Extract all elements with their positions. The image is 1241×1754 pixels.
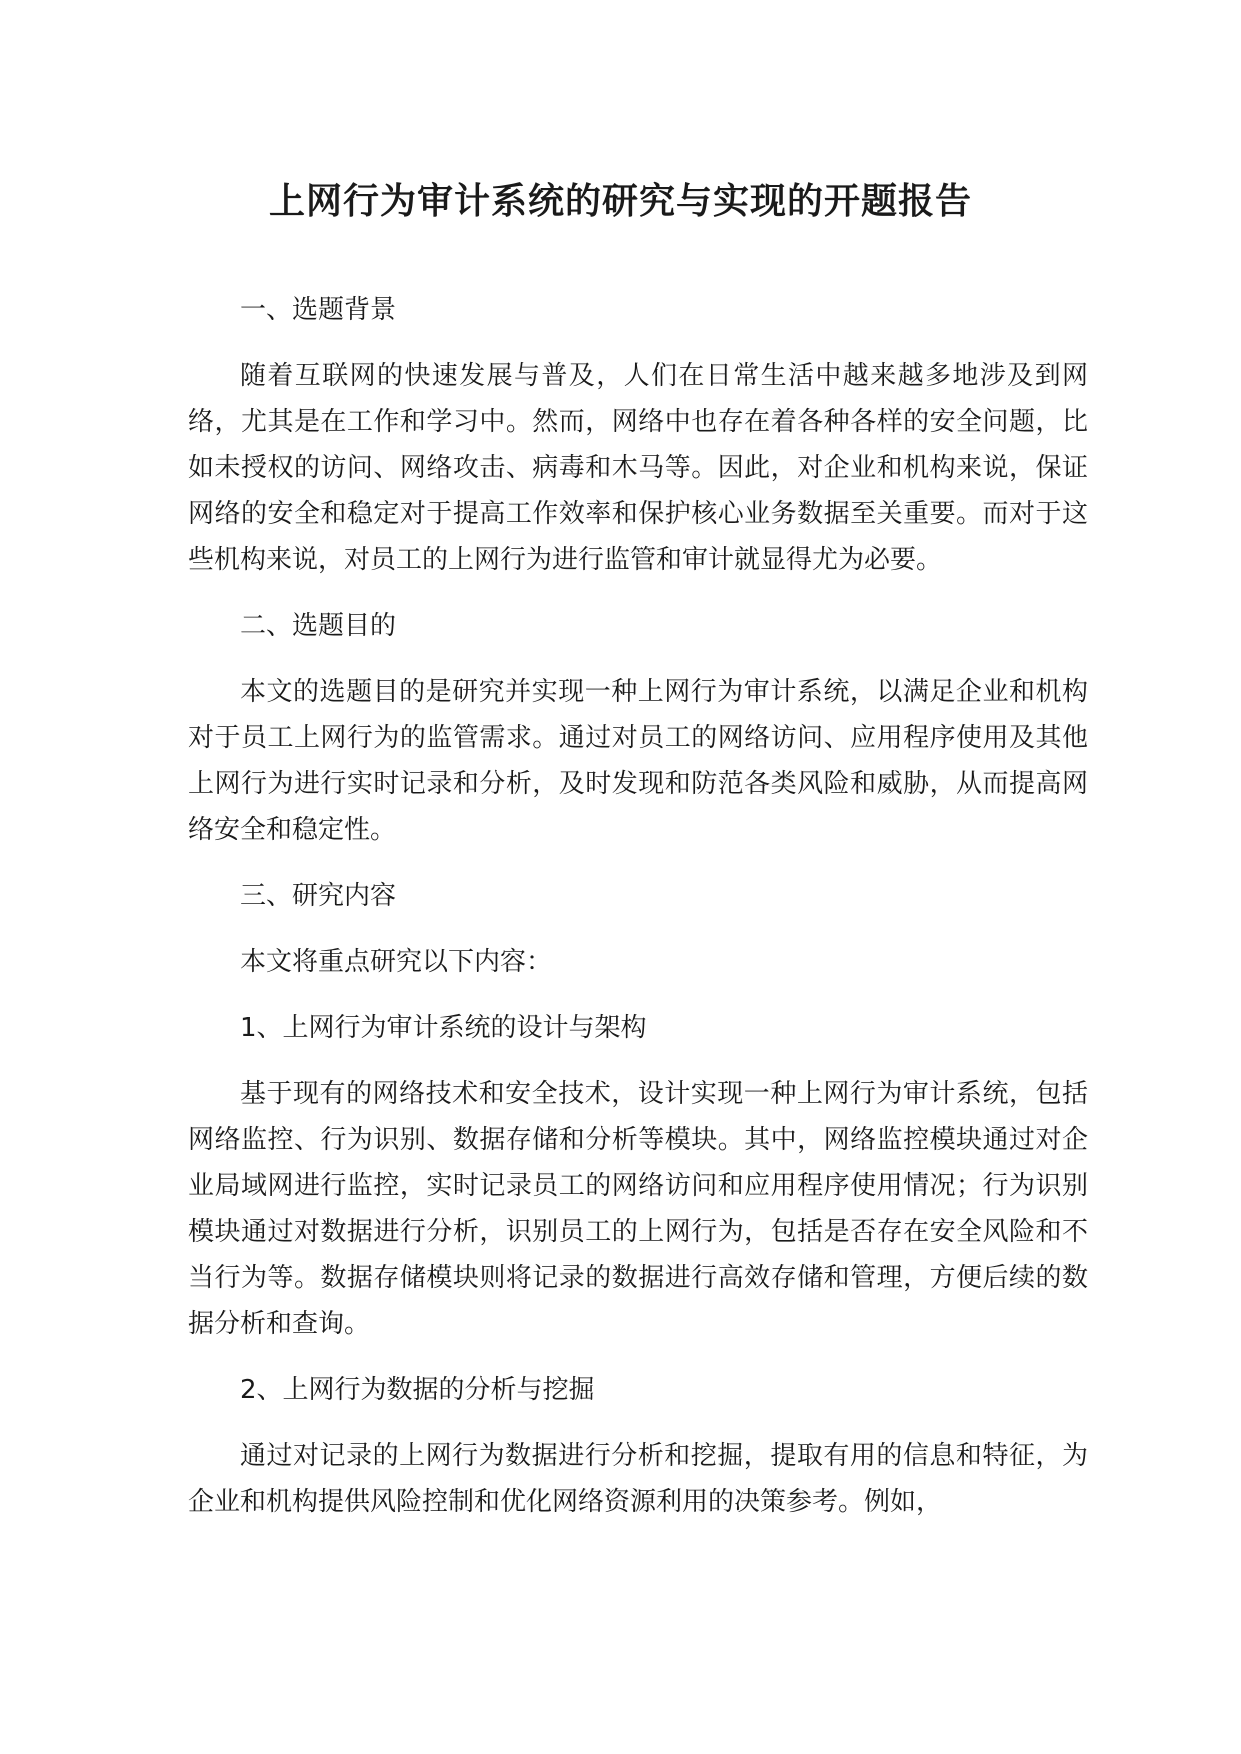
section-heading-purpose: 二、选题目的 xyxy=(240,611,397,641)
subsection-heading-design: 1、上网行为审计系统的设计与架构 xyxy=(240,1013,647,1043)
paragraph-background: 随着互联网的快速发展与普及，人们在日常生活中越来越多地涉及到网络，尤其是在工作和学习中。然而，网络中也存在着各种各样的安全问题，比如未授权的访问、网络攻击、病毒和木马等。因此，对企业和机构来说，保证网络的安全和稳定对于提高工作效率和保护核心业务数据至关重要。而对于这些机构来说，对员工的上网行为进行监管和审计就显得尤为必要。 xyxy=(188,361,1088,575)
paragraph-purpose: 本文的选题目的是研究并实现一种上网行为审计系统，以满足企业和机构对于员工上网行为的监管需求。通过对员工的网络访问、应用程序使用及其他上网行为进行实时记录和分析，及时发现和防范各类风险和威胁，从而提高网络安全和稳定性。 xyxy=(188,677,1088,845)
document-title: 上网行为审计系统的研究与实现的开题报告 xyxy=(268,181,972,222)
section-heading-research-content: 三、研究内容 xyxy=(240,881,397,911)
paragraph-research-intro: 本文将重点研究以下内容： xyxy=(240,947,553,977)
document-body xyxy=(188,287,1088,1545)
paragraph-analysis: 通过对记录的上网行为数据进行分析和挖掘，提取有用的信息和特征，为企业和机构提供风险控制和优化网络资源利用的决策参考。例如， xyxy=(188,1441,1088,1517)
paragraph-design: 基于现有的网络技术和安全技术，设计实现一种上网行为审计系统，包括网络监控、行为识别、数据存储和分析等模块。其中，网络监控模块通过对企业局域网进行监控，实时记录员工的网络访问和应用程序使用情况；行为识别模块通过对数据进行分析，识别员工的上网行为，包括是否存在安全风险和不当行为等。数据存储模块则将记录的数据进行高效存储和管理，方便后续的数据分析和查询。 xyxy=(188,1079,1088,1339)
subsection-heading-analysis: 2、上网行为数据的分析与挖掘 xyxy=(240,1375,595,1405)
section-heading-background: 一、选题背景 xyxy=(240,295,397,325)
